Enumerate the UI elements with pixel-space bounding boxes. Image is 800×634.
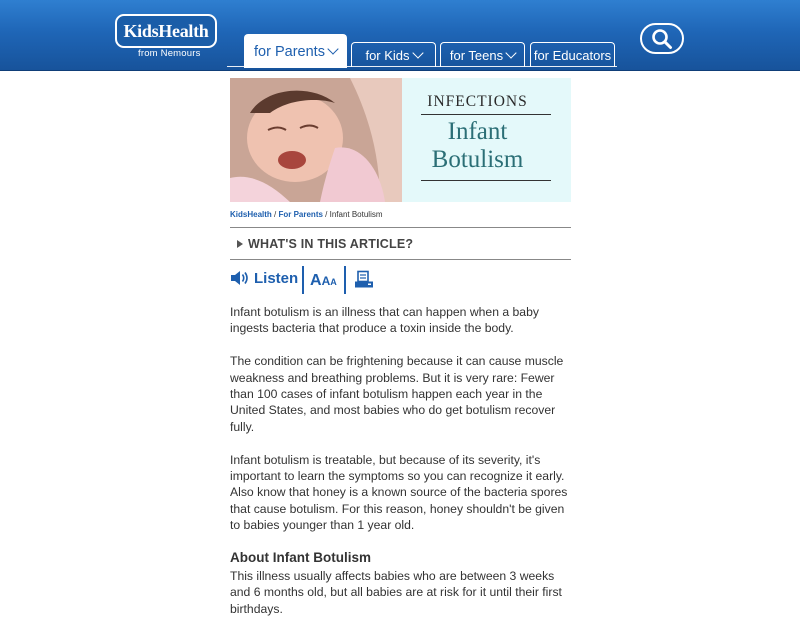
article-paragraph: Infant botulism is an illness that can happen when a baby ingests bacteria that produce a toxin inside the body. <box>230 305 539 336</box>
hero-rule-top <box>421 114 551 115</box>
print-icon <box>354 270 374 290</box>
breadcrumb-separator: / <box>271 210 279 219</box>
tab-for-parents-label: for Parents <box>254 43 325 60</box>
article-paragraph: This illness usually affects babies who are between 3 weeks and 6 months old, but all babies are at risk for it until their first birthdays. <box>230 569 562 616</box>
article-paragraph: The condition can be frightening because it can cause muscle weakness and breathing problems. But it is very rare: Fewer than 100 cases of infant botulism happen each year in the United States, and most babies who do get botulism recover fully. <box>230 354 564 434</box>
article-category: INFECTIONS <box>427 93 528 110</box>
baby-illustration <box>230 78 402 202</box>
article-title-line1: Infant <box>447 118 508 145</box>
chevron-down-icon <box>412 47 423 58</box>
tab-for-parents[interactable] <box>244 34 347 68</box>
article-hero-banner <box>230 78 571 202</box>
tool-divider <box>344 266 346 294</box>
article-title-line2: Botulism <box>431 146 524 173</box>
chevron-down-icon <box>505 47 516 58</box>
breadcrumb-section-link[interactable]: For Parents <box>278 210 323 219</box>
print-button[interactable] <box>354 270 374 295</box>
speaker-icon <box>230 269 250 287</box>
article-body <box>230 304 575 634</box>
tab-for-kids[interactable] <box>351 42 436 67</box>
logo-text: KidsHealth <box>123 21 209 41</box>
hero-text <box>402 78 571 202</box>
listen-label: Listen <box>254 269 299 287</box>
site-header <box>0 0 800 71</box>
search-icon <box>651 28 673 50</box>
article-contents-toggle[interactable] <box>230 227 571 260</box>
listen-button[interactable] <box>230 269 298 287</box>
section-heading: About Infant Botulism <box>230 550 371 566</box>
tab-for-teens[interactable] <box>440 42 525 67</box>
text-size-button[interactable] <box>310 272 337 290</box>
kidshealth-logo[interactable] <box>115 14 217 48</box>
text-size-large: A <box>310 272 322 289</box>
tab-for-educators-label: for Educators <box>533 47 612 63</box>
tab-for-kids-label: for Kids <box>365 47 410 63</box>
article-tools <box>230 266 390 294</box>
logo-subtitle: from Nemours <box>138 48 201 59</box>
triangle-right-icon <box>237 240 243 248</box>
tool-divider <box>302 266 304 294</box>
breadcrumb-current: Infant Botulism <box>329 210 383 219</box>
article-title <box>402 118 553 174</box>
breadcrumb-home-link[interactable]: KidsHealth <box>230 210 272 219</box>
text-size-medium: A <box>321 274 331 288</box>
breadcrumb <box>230 210 383 219</box>
hero-rule-bottom <box>421 180 551 181</box>
crying-baby-photo <box>230 78 402 202</box>
tab-for-teens-label: for Teens <box>449 47 504 63</box>
breadcrumb-separator: / <box>322 210 330 219</box>
toc-label: WHAT'S IN THIS ARTICLE? <box>248 236 414 251</box>
article-paragraph: Infant botulism is treatable, but because of its severity, it's important to learn the symptoms so you can recognize it early. Also know that honey is a known source of the bacteria spores that cause botulism. For this reason, honey shouldn't be given to babies younger than 1 year old. <box>230 452 568 533</box>
text-size-small: A <box>330 277 337 287</box>
search-button[interactable] <box>640 23 684 54</box>
tab-for-educators[interactable] <box>530 42 615 67</box>
chevron-down-icon <box>327 43 338 54</box>
